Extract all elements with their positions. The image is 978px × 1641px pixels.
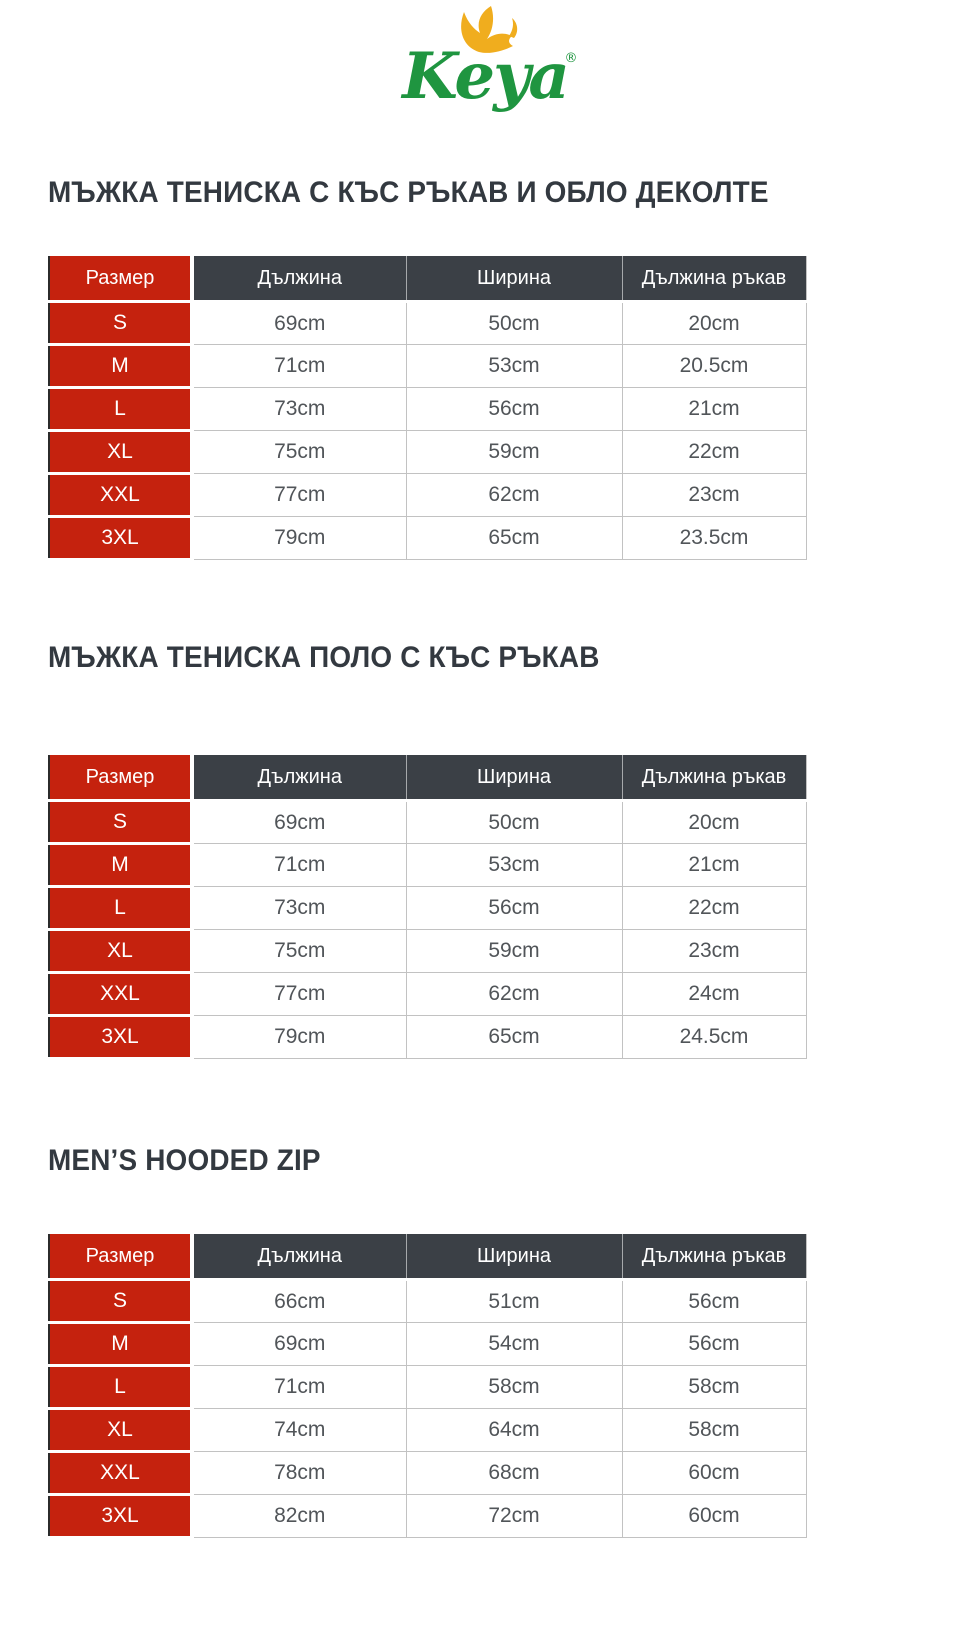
table-row	[49, 1323, 806, 1366]
table-row	[49, 517, 806, 560]
table-header-row	[49, 755, 806, 801]
measure-column-header: Ширина	[406, 1234, 622, 1280]
measure-column-header: Ширина	[406, 755, 622, 801]
size-table-hooded-zip	[48, 1234, 807, 1539]
measure-column-header: Дължина ръкав	[622, 755, 806, 801]
value-cell: 82cm	[192, 1495, 406, 1538]
value-cell: 54cm	[406, 1323, 622, 1366]
measure-column-header: Дължина ръкав	[622, 256, 806, 302]
section-title-hooded-zip: MEN’S HOODED ZIP	[48, 1144, 321, 1177]
table-row	[49, 302, 806, 345]
value-cell: 73cm	[192, 388, 406, 431]
value-cell: 79cm	[192, 1016, 406, 1059]
value-cell: 65cm	[406, 517, 622, 560]
measure-column-header: Ширина	[406, 256, 622, 302]
table-row	[49, 345, 806, 388]
table-row	[49, 801, 806, 844]
value-cell: 53cm	[406, 345, 622, 388]
value-cell: 74cm	[192, 1409, 406, 1452]
table-row	[49, 844, 806, 887]
value-cell: 65cm	[406, 1016, 622, 1059]
value-cell: 51cm	[406, 1280, 622, 1323]
keya-logo	[363, 6, 615, 118]
table-row	[49, 1495, 806, 1538]
size-cell: 3XL	[49, 517, 192, 560]
value-cell: 77cm	[192, 474, 406, 517]
table-header-row	[49, 1234, 806, 1280]
value-cell: 56cm	[406, 887, 622, 930]
value-cell: 73cm	[192, 887, 406, 930]
value-cell: 77cm	[192, 973, 406, 1016]
value-cell: 75cm	[192, 930, 406, 973]
value-cell: 69cm	[192, 1323, 406, 1366]
value-cell: 62cm	[406, 474, 622, 517]
value-cell: 59cm	[406, 930, 622, 973]
value-cell: 20.5cm	[622, 345, 806, 388]
size-column-header: Размер	[49, 256, 192, 302]
value-cell: 69cm	[192, 302, 406, 345]
value-cell: 20cm	[622, 801, 806, 844]
table-header-row	[49, 256, 806, 302]
value-cell: 78cm	[192, 1452, 406, 1495]
value-cell: 79cm	[192, 517, 406, 560]
value-cell: 58cm	[406, 1366, 622, 1409]
value-cell: 23cm	[622, 930, 806, 973]
measure-column-header: Дължина	[192, 256, 406, 302]
value-cell: 56cm	[622, 1323, 806, 1366]
measure-column-header: Дължина ръкав	[622, 1234, 806, 1280]
value-cell: 23.5cm	[622, 517, 806, 560]
measure-column-header: Дължина	[192, 1234, 406, 1280]
value-cell: 24.5cm	[622, 1016, 806, 1059]
value-cell: 60cm	[622, 1452, 806, 1495]
value-cell: 62cm	[406, 973, 622, 1016]
size-column-header: Размер	[49, 1234, 192, 1280]
value-cell: 21cm	[622, 388, 806, 431]
value-cell: 23cm	[622, 474, 806, 517]
value-cell: 21cm	[622, 844, 806, 887]
value-cell: 56cm	[406, 388, 622, 431]
section-title-tshirt-crewneck: МЪЖКА ТЕНИСКА С КЪС РЪКАВ И ОБЛО ДЕКОЛТЕ	[48, 176, 769, 209]
value-cell: 50cm	[406, 302, 622, 345]
value-cell: 66cm	[192, 1280, 406, 1323]
size-column-header: Размер	[49, 755, 192, 801]
size-cell: XL	[49, 431, 192, 474]
size-cell: M	[49, 345, 192, 388]
value-cell: 22cm	[622, 887, 806, 930]
table-row	[49, 1280, 806, 1323]
value-cell: 68cm	[406, 1452, 622, 1495]
value-cell: 24cm	[622, 973, 806, 1016]
table-row	[49, 887, 806, 930]
table-row	[49, 930, 806, 973]
size-cell: S	[49, 1280, 192, 1323]
size-cell: XL	[49, 1409, 192, 1452]
size-cell: S	[49, 801, 192, 844]
size-cell: L	[49, 388, 192, 431]
value-cell: 50cm	[406, 801, 622, 844]
section-title-polo: МЪЖКА ТЕНИСКА ПОЛО С КЪС РЪКАВ	[48, 641, 600, 674]
table-row	[49, 1016, 806, 1059]
value-cell: 71cm	[192, 844, 406, 887]
size-cell: XL	[49, 930, 192, 973]
size-cell: S	[49, 302, 192, 345]
value-cell: 56cm	[622, 1280, 806, 1323]
value-cell: 71cm	[192, 1366, 406, 1409]
table-row	[49, 388, 806, 431]
table-row	[49, 1452, 806, 1495]
value-cell: 72cm	[406, 1495, 622, 1538]
value-cell: 64cm	[406, 1409, 622, 1452]
size-cell: XXL	[49, 474, 192, 517]
brand-text: Keya	[402, 39, 568, 114]
value-cell: 60cm	[622, 1495, 806, 1538]
table-row	[49, 431, 806, 474]
value-cell: 69cm	[192, 801, 406, 844]
registered-mark: ®	[564, 51, 578, 66]
value-cell: 53cm	[406, 844, 622, 887]
value-cell: 59cm	[406, 431, 622, 474]
measure-column-header: Дължина	[192, 755, 406, 801]
value-cell: 58cm	[622, 1409, 806, 1452]
value-cell: 58cm	[622, 1366, 806, 1409]
value-cell: 71cm	[192, 345, 406, 388]
size-cell: M	[49, 844, 192, 887]
size-cell: 3XL	[49, 1016, 192, 1059]
size-cell: L	[49, 1366, 192, 1409]
table-row	[49, 1366, 806, 1409]
size-table-tshirt-crewneck	[48, 256, 807, 561]
table-row	[49, 474, 806, 517]
size-cell: XXL	[49, 1452, 192, 1495]
value-cell: 20cm	[622, 302, 806, 345]
size-cell: 3XL	[49, 1495, 192, 1538]
logo-area	[0, 0, 978, 120]
table-row	[49, 1409, 806, 1452]
table-row	[49, 973, 806, 1016]
value-cell: 22cm	[622, 431, 806, 474]
size-cell: XXL	[49, 973, 192, 1016]
size-cell: L	[49, 887, 192, 930]
size-table-polo	[48, 755, 807, 1060]
size-cell: M	[49, 1323, 192, 1366]
value-cell: 75cm	[192, 431, 406, 474]
